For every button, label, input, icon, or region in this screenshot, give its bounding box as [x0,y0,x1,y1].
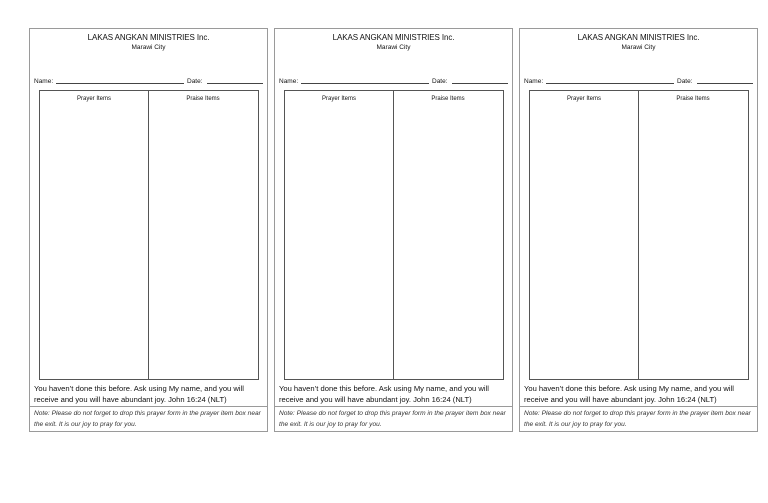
org-name: LAKAS ANGKAN MINISTRIES Inc. [577,33,700,42]
org-name: LAKAS ANGKAN MINISTRIES Inc. [87,33,210,42]
form-note: Note: Please do not forget to drop this prayer form in the prayer item box near the exit. It is our joy to pray for you. [279,410,506,428]
name-field[interactable] [546,83,674,84]
bible-verse: You haven’t done this before. Ask using My name, and you will receive and you will have abundant joy. John 16:24 (NLT) [279,384,489,404]
date-label: Date: [187,78,203,85]
column-divider [638,91,639,379]
praise-items-header: Praise Items [676,96,710,102]
name-label: Name: [279,78,299,85]
org-name: LAKAS ANGKAN MINISTRIES Inc. [332,33,455,42]
org-city: Marawi City [131,44,166,51]
org-city: Marawi City [621,44,656,51]
org-city: Marawi City [376,44,411,51]
prayer-form [29,28,268,432]
date-field[interactable] [452,83,508,84]
name-label: Name: [524,78,544,85]
column-divider [393,91,394,379]
date-label: Date: [432,78,448,85]
name-label: Name: [34,78,54,85]
date-label: Date: [677,78,693,85]
items-table [284,90,504,380]
praise-items-header: Praise Items [186,96,220,102]
date-field[interactable] [697,83,753,84]
date-field[interactable] [207,83,263,84]
items-table [39,90,259,380]
name-field[interactable] [56,83,184,84]
prayer-form [274,28,513,432]
divider [30,406,267,407]
praise-items-header: Praise Items [431,96,465,102]
name-field[interactable] [301,83,429,84]
prayer-items-header: Prayer Items [321,96,356,102]
divider [275,406,512,407]
prayer-form [519,28,758,432]
name-date-row [279,75,508,85]
name-date-row [524,75,753,85]
prayer-items-header: Prayer Items [76,96,111,102]
column-divider [148,91,149,379]
bible-verse: You haven’t done this before. Ask using My name, and you will receive and you will have abundant joy. John 16:24 (NLT) [524,384,734,404]
name-date-row [34,75,263,85]
form-note: Note: Please do not forget to drop this prayer form in the prayer item box near the exit. It is our joy to pray for you. [524,410,751,428]
divider [520,406,757,407]
bible-verse: You haven’t done this before. Ask using My name, and you will receive and you will have abundant joy. John 16:24 (NLT) [34,384,244,404]
prayer-items-header: Prayer Items [566,96,601,102]
items-table [529,90,749,380]
form-note: Note: Please do not forget to drop this prayer form in the prayer item box near the exit. It is our joy to pray for you. [34,410,261,428]
